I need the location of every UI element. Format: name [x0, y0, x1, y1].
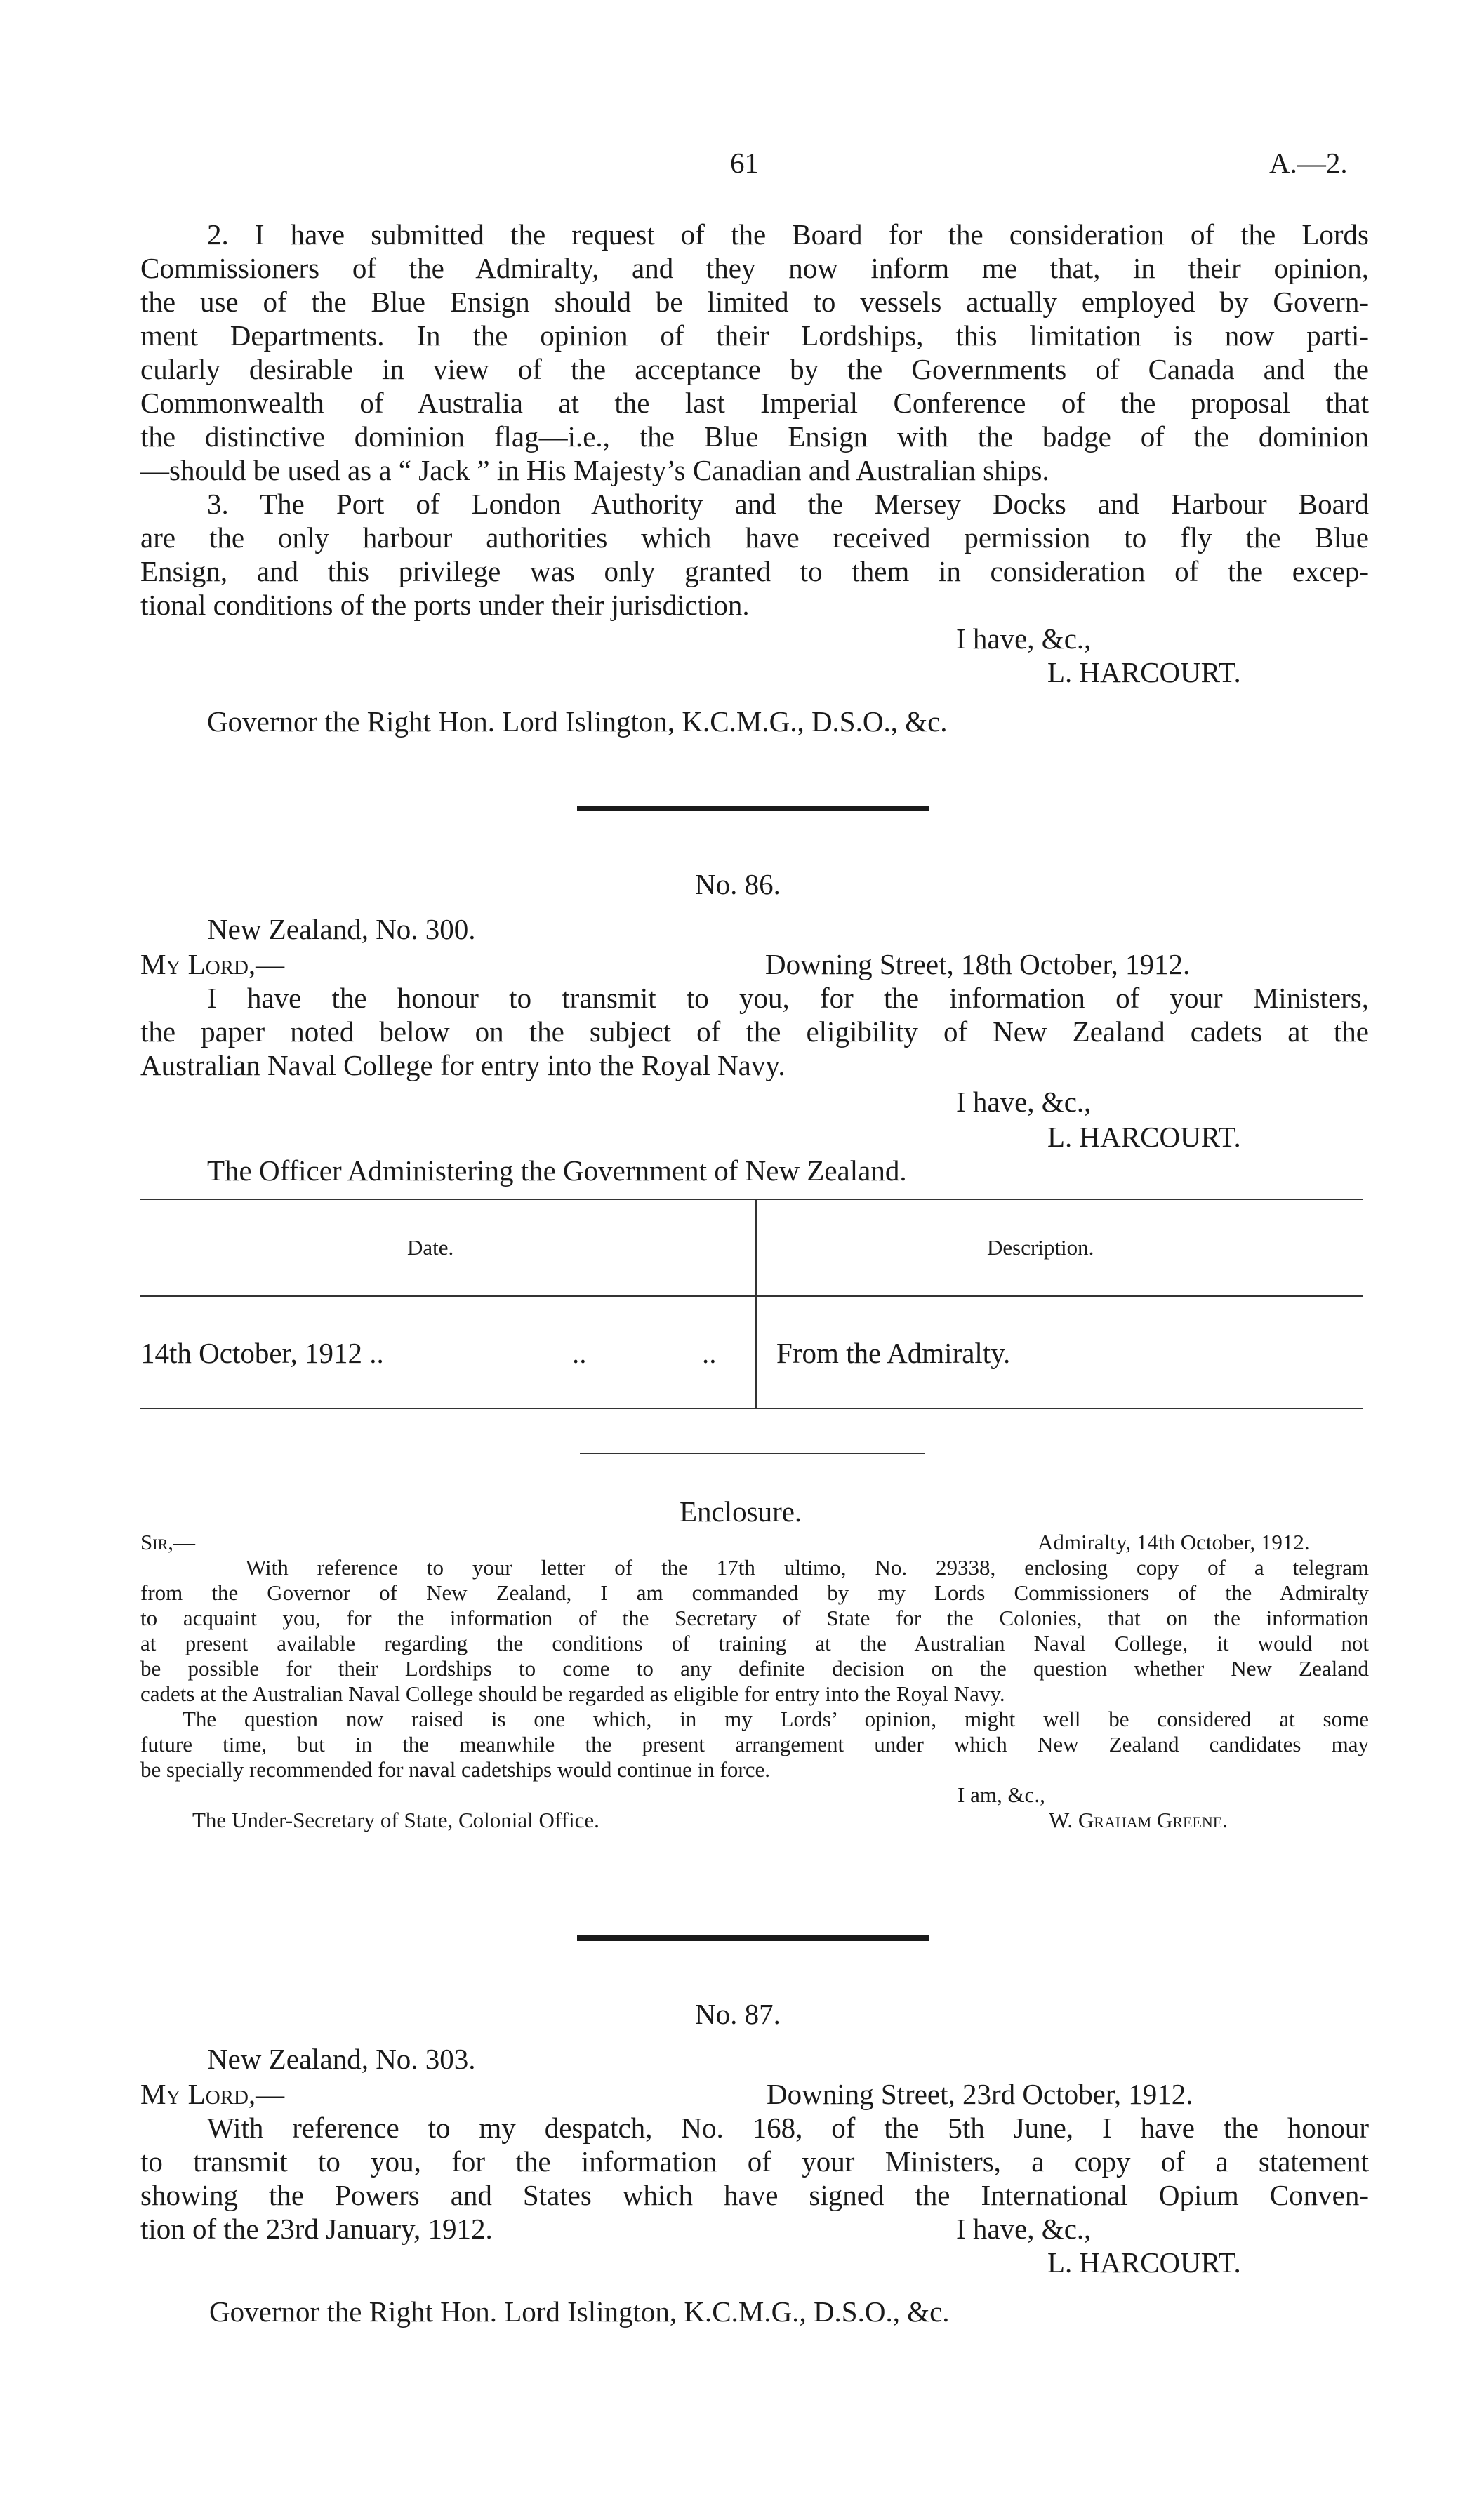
- table-header-date: Date.: [407, 1235, 454, 1260]
- table-top-rule: [140, 1199, 1363, 1200]
- place-date: Admiralty, 14th October, 1912.: [1038, 1530, 1310, 1554]
- text-line: Commissioners of the Admiralty, and they now inform me that, in their opinion,: [140, 252, 1369, 284]
- text-line: to transmit to you, for the information of your Ministers, a copy of a statement: [140, 2145, 1369, 2178]
- text-line: the distinctive dominion flag—i.e., the Blue Ensign with the badge of the dominion: [140, 420, 1369, 453]
- signature: W. Graham Greene.: [1049, 1808, 1228, 1832]
- addressee: The Under-Secretary of State, Colonial Office.: [192, 1808, 599, 1832]
- text-line: be possible for their Lordships to come to any definite decision on the question whether New Zealand: [140, 1656, 1369, 1681]
- place-date: Downing Street, 18th October, 1912.: [765, 948, 1191, 980]
- text-line: tional conditions of the ports under their jurisdiction.: [140, 589, 750, 621]
- salutation: My Lord,—: [140, 2078, 285, 2110]
- signature: L. HARCOURT.: [1047, 656, 1241, 688]
- table-header-rule: [140, 1295, 1363, 1297]
- text-line: the use of the Blue Ensign should be limited to vessels actually employed by Govern-: [140, 286, 1369, 318]
- despatch-reference: New Zealand, No. 300.: [207, 913, 476, 945]
- text-line: Ensign, and this privilege was only granted to them in consideration of the excep-: [140, 555, 1369, 587]
- page-number: 61: [730, 147, 759, 179]
- text-line: at present available regarding the conditions of training at the Australian Naval College, it would not: [140, 1631, 1369, 1655]
- paragraph-3: [140, 487, 1369, 622]
- table-cell-date: 14th October, 1912 ..: [140, 1337, 384, 1369]
- text-line: 2. I have submitted the request of the Board for the consideration of the Lords: [207, 218, 1369, 251]
- text-line: I have the honour to transmit to you, for the information of your Ministers,: [207, 982, 1369, 1014]
- table-column-divider: [755, 1199, 757, 1409]
- text-line: are the only harbour authorities which have received permission to fly the Blue: [140, 521, 1369, 554]
- text-line: be specially recommended for naval cadetships would continue in force.: [140, 1757, 770, 1782]
- table-cell-description: From the Admiralty.: [776, 1337, 1011, 1369]
- paragraph-2: [140, 218, 1369, 487]
- text-line: cadets at the Australian Naval College should be regarded as eligible for entry into the Royal Navy.: [140, 1681, 1005, 1706]
- text-line: from the Governor of New Zealand, I am commanded by my Lords Commissioners of the Admiralty: [140, 1580, 1369, 1605]
- text-line: cularly desirable in view of the acceptance by the Governments of Canada and the: [140, 353, 1369, 385]
- text-line: 3. The Port of London Authority and the Mersey Docks and Harbour Board: [207, 488, 1369, 520]
- section-divider: [577, 1935, 929, 1941]
- signature: L. HARCOURT.: [1047, 2246, 1241, 2279]
- place-date: Downing Street, 23rd October, 1912.: [767, 2078, 1193, 2110]
- text-line: showing the Powers and States which have signed the International Opium Conven-: [140, 2179, 1369, 2211]
- table-bottom-rule: [140, 1408, 1363, 1409]
- section-divider: [577, 806, 929, 811]
- enclosure-divider: [580, 1453, 925, 1454]
- enclosure-title: Enclosure.: [680, 1495, 802, 1528]
- addressee: Governor the Right Hon. Lord Islington, K.C.M.G., D.S.O., &c.: [207, 705, 948, 738]
- closing: I am, &c.,: [958, 1782, 1045, 1807]
- addressee: The Officer Administering the Government of New Zealand.: [207, 1154, 907, 1187]
- text-line: future time, but in the meanwhile the present arrangement under which New Zealand candidates may: [140, 1732, 1369, 1756]
- text-line: —should be used as a “ Jack ” in His Majesty’s Canadian and Australian ships.: [140, 454, 1049, 486]
- table-cell-leader: ..: [702, 1337, 717, 1369]
- closing: I have, &c.,: [956, 1086, 1092, 1118]
- despatch-number: No. 87.: [695, 1998, 781, 2030]
- text-line: Australian Naval College for entry into the Royal Navy.: [140, 1049, 786, 1081]
- despatch-number: No. 86.: [695, 868, 781, 900]
- salutation: Sir,—: [140, 1530, 195, 1554]
- despatch-body: [140, 2111, 1369, 2212]
- text-line: ment Departments. In the opinion of their Lordships, this limitation is now parti-: [140, 319, 1369, 352]
- table-header-description: Description.: [987, 1235, 1094, 1260]
- text-line: The question now raised is one which, in my Lords’ opinion, might well be considered at some: [183, 1707, 1369, 1731]
- enclosure-paragraph-2: [140, 1707, 1369, 1782]
- salutation: My Lord,—: [140, 948, 285, 980]
- signature: L. HARCOURT.: [1047, 1121, 1241, 1153]
- text-line: With reference to my despatch, No. 168, of the 5th June, I have the honour: [207, 2112, 1369, 2144]
- closing: I have, &c.,: [956, 622, 1092, 655]
- text-line: With reference to your letter of the 17th ultimo, No. 29338, enclosing copy of a telegram: [246, 1555, 1369, 1580]
- text-line: the paper noted below on the subject of the eligibility of New Zealand cadets at the: [140, 1015, 1369, 1048]
- table-cell-leader: ..: [572, 1337, 587, 1369]
- enclosure-paragraph-1: [140, 1555, 1369, 1707]
- text-line: tion of the 23rd January, 1912.: [140, 2213, 493, 2245]
- despatch-body: [140, 981, 1369, 1082]
- addressee: Governor the Right Hon. Lord Islington, K.C.M.G., D.S.O., &c.: [209, 2295, 950, 2328]
- despatch-reference: New Zealand, No. 303.: [207, 2043, 476, 2075]
- text-line: to acquaint you, for the information of the Secretary of State for the Colonies, that on the information: [140, 1606, 1369, 1630]
- text-line: Commonwealth of Australia at the last Imperial Conference of the proposal that: [140, 387, 1369, 419]
- document-reference: A.—2.: [1269, 147, 1348, 179]
- closing: I have, &c.,: [956, 2213, 1092, 2245]
